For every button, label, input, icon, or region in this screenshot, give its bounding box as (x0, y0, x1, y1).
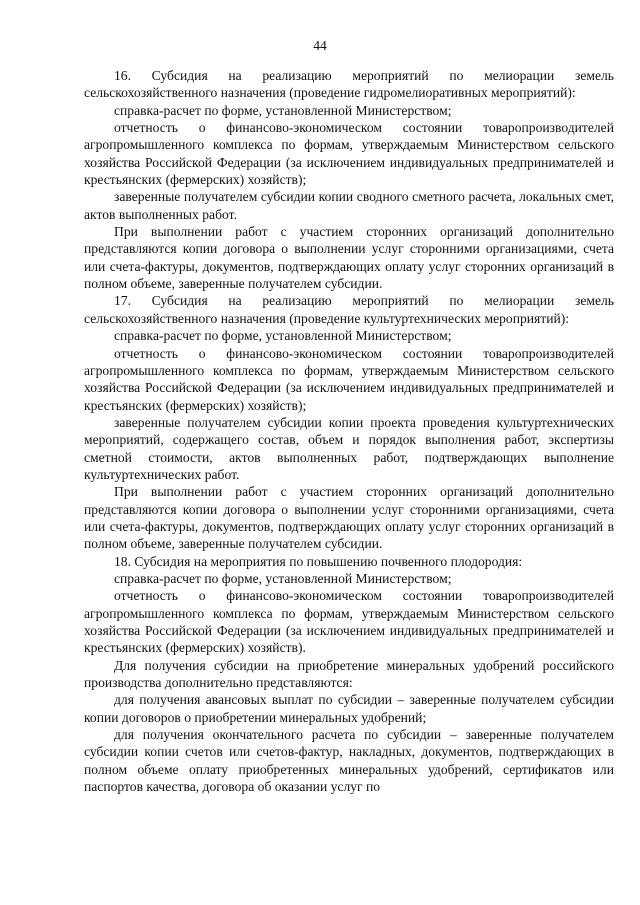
paragraph-17-heading: 17. Субсидия на реализацию мероприятий по мелиорации земель сельскохозяйственного назначения (проведение культуртехнических мероприятий): (84, 293, 614, 326)
paragraph: отчетность о финансово-экономическом состоянии товаропроизводителей агропромышленного комплекса по формам, утверждаемым Министерством сельского хозяйства Российской Федерации (за исключением индивидуальных предпринимателей и крестьянских (фермерских) хозяйств). (84, 588, 614, 656)
paragraph: Для получения субсидии на приобретение минеральных удобрений российского производства дополнительно представляются: (84, 657, 614, 691)
paragraph: справка-расчет по форме, установленной Министерством; (114, 102, 452, 118)
paragraph: При выполнении работ с участием сторонних организаций дополнительно представляются копии договора о выполнении услуг сторонними организациями, счета или счета-фактуры, документов, подтверждающих оплату услуг сторонних организаций в полном объеме, заверенные получателем субсидии. (84, 224, 614, 292)
paragraph: справка-расчет по форме, установленной Министерством; (114, 328, 452, 344)
paragraph: заверенные получателем субсидии копии сводного сметного расчета, локальных смет, актов выполненных работ. (84, 189, 614, 222)
paragraph: для получения авансовых выплат по субсидии – заверенные получателем субсидии копии договоров о приобретении минеральных удобрений; (84, 692, 614, 725)
paragraph-18-heading: 18. Субсидия на мероприятия по повышению почвенного плодородия: (114, 553, 523, 569)
page-number: 44 (313, 38, 327, 53)
paragraph: справка-расчет по форме, установленной Министерством; (114, 570, 452, 586)
paragraph: для получения окончательного расчета по субсидии – заверенные получателем субсидии копии счетов или счетов-фактур, накладных, документов, подтверждающих в полном объеме оплату приобретенных минеральных удобрений, сертификатов или паспортов качества, договора об оказании услуг по (84, 727, 614, 795)
paragraph-16-heading: 16. Субсидия на реализацию мероприятий по мелиорации земель сельскохозяйственного назначения (проведение гидромелиоративных мероприятий): (84, 68, 614, 101)
paragraph: заверенные получателем субсидии копии проекта проведения культуртехнических мероприятий, содержащего состав, объем и порядок выполнения работ, экспертизы сметной стоимости, актов выполненных работ, подтверждающих выполнение культуртехнических работ. (84, 414, 614, 482)
document-body (84, 67, 614, 795)
paragraph: отчетность о финансово-экономическом состоянии товаропроизводителей агропромышленного комплекса по формам, утверждаемым Министерством сельского хозяйства Российской Федерации (за исключением индивидуальных предпринимателей и крестьянских (фермерских) хозяйств); (84, 345, 614, 413)
paragraph: При выполнении работ с участием сторонних организаций дополнительно представляются копии договора о выполнении услуг сторонними организациями, счета или счета-фактуры, документов, подтверждающих оплату услуг сторонних организаций в полном объеме, заверенные получателем субсидии. (84, 484, 614, 552)
paragraph: отчетность о финансово-экономическом состоянии товаропроизводителей агропромышленного комплекса по формам, утверждаемым Министерством сельского хозяйства Российской Федерации (за исключением индивидуальных предпринимателей и крестьянских (фермерских) хозяйств); (84, 120, 614, 188)
